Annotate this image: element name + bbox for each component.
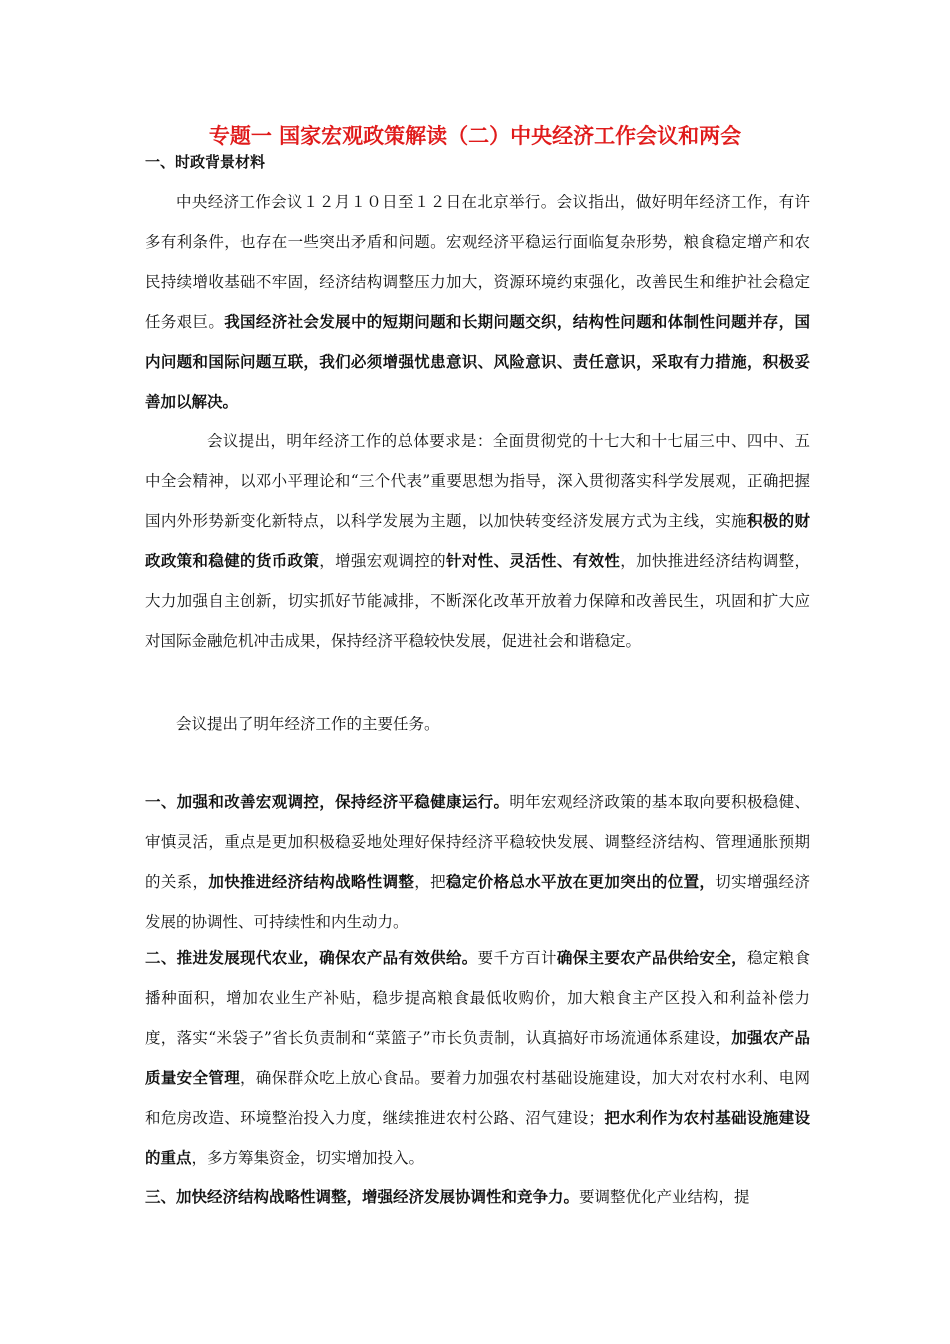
task-heading: 三、加快经济结构战略性调整，增强经济发展协调性和竞争力。 xyxy=(145,1188,580,1206)
paragraph-text: 切实增强经济发展的协调性、可持续性和内生动力。 xyxy=(145,873,810,931)
task-3 xyxy=(145,1177,810,1217)
paragraph-text: 中央经济工作会议１２月１０日至１２日在北京举行。会议指出，做好明年经济工作，有许多有利条件，也存在一些突出矛盾和问题。宏观经济平稳运行面临复杂形势，粮食稳定增产和农民持续增收基础不牢固，经济结构调整压力加大，资源环境约束强化，改善民生和维护社会稳定任务艰巨。 xyxy=(145,193,810,331)
paragraph-bold-text: 把水利作为农村基础设施建设的重点 xyxy=(145,1109,810,1167)
task-heading: 二、推进发展现代农业，确保农产品有效供给。 xyxy=(145,949,478,967)
paragraph-main-tasks-intro: 会议提出了明年经济工作的主要任务。 xyxy=(176,715,440,733)
paragraph-bold-text: 加快推进经济结构战略性调整 xyxy=(208,873,415,891)
paragraph-bold-text: 积极的财政政策和稳健的货币政策 xyxy=(145,512,810,570)
paragraph-general-requirements xyxy=(145,421,810,661)
paragraph-text: ，加快推进经济结构调整，大力加强自主创新，切实抓好节能减排，不断深化改革开放着力保障和改善民生，巩固和扩大应对国际金融危机冲击成果，保持经济平稳较快发展，促进社会和谐稳定。 xyxy=(145,552,810,650)
paragraph-text: 明年宏观经济政策的基本取向要积极稳健、审慎灵活，重点是更加积极稳妥地处理好保持经济平稳较快发展、调整经济结构、管理通胀预期的关系， xyxy=(145,793,810,891)
paragraph-text: 稳定粮食播种面积，增加农业生产补贴，稳步提高粮食最低收购价，加大粮食主产区投入和利益补偿力度，落实“米袋子”省长负责制和“菜篮子”市长负责制，认真搞好市场流通体系建设， xyxy=(145,949,810,1047)
section-heading: 一、时政背景材料 xyxy=(145,153,266,171)
paragraph-bold-text: 针对性、灵活性、有效性 xyxy=(445,552,621,570)
page-title: 专题一 国家宏观政策解读（二）中央经济工作会议和两会 xyxy=(208,124,742,148)
paragraph-bold-text: 我国经济社会发展中的短期问题和长期问题交织，结构性问题和体制性问题并存，国内问题和国际问题互联，我们必须增强忧患意识、风险意识、责任意识，采取有力措施，积极妥善加以解决。 xyxy=(145,313,810,411)
task-1 xyxy=(145,782,810,942)
task-heading: 一、加强和改善宏观调控，保持经济平稳健康运行。 xyxy=(145,793,510,811)
paragraph-text: 要调整优化产业结构，提 xyxy=(579,1188,750,1206)
paragraph-bold-text: 加强农产品质量安全管理 xyxy=(145,1029,810,1087)
paragraph-bold-text: 稳定价格总水平放在更加突出的位置， xyxy=(445,873,716,891)
paragraph-text: ，把 xyxy=(414,873,446,891)
paragraph-bold-text: 确保主要农产品供给安全， xyxy=(556,949,747,967)
paragraph-text: 要千方百计 xyxy=(477,949,557,967)
paragraph-text: ，增强宏观调控的 xyxy=(319,552,446,570)
task-2 xyxy=(145,938,810,1178)
paragraph-text: 会议提出，明年经济工作的总体要求是：全面贯彻党的十七大和十七届三中、四中、五中全会精神，以邓小平理论和“三个代表”重要思想为指导，深入贯彻落实科学发展观，正确把握国内外形势新变化新特点，以科学发展为主题，以加快转变经济发展方式为主线，实施 xyxy=(145,432,810,530)
paragraph-text: ，确保群众吃上放心食品。要着力加强农村基础设施建设，加大对农村水利、电网和危房改造、环境整治投入力度，继续推进农村公路、沼气建设； xyxy=(145,1069,810,1127)
paragraph-text: ，多方筹集资金，切实增加投入。 xyxy=(191,1149,425,1167)
paragraph-background xyxy=(145,182,810,422)
